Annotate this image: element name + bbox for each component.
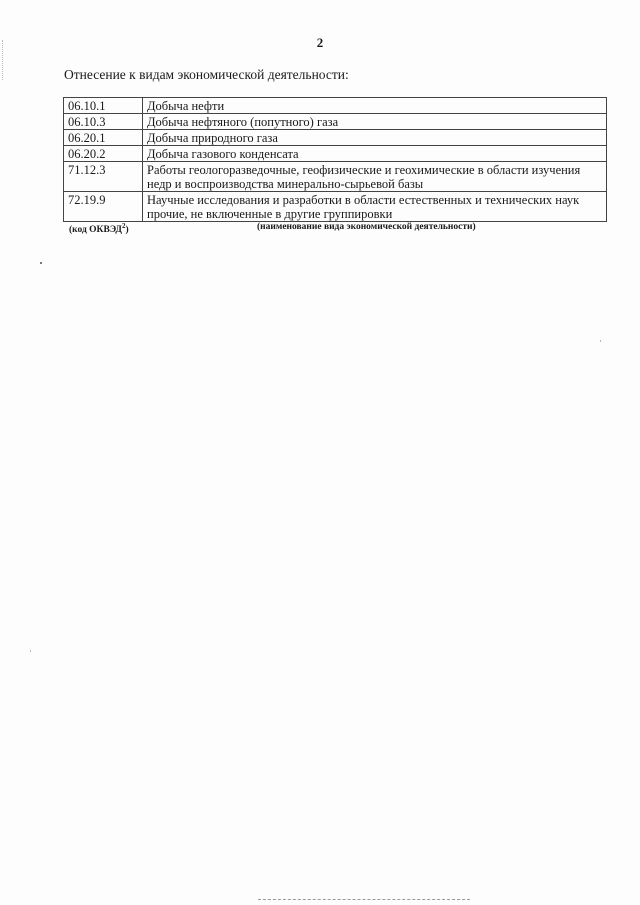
okved-table <box>63 97 607 222</box>
code-footnote-text: (код ОКВЭД <box>69 225 122 236</box>
okved-code: 06.20.2 <box>64 146 143 162</box>
activity-name: Добыча нефтяного (попутного) газа <box>143 114 607 130</box>
table-row <box>64 162 607 192</box>
okved-code: 71.12.3 <box>64 162 143 192</box>
activity-name: Работы геологоразведочные, геофизические и геохимические в области изучения недр и воспроизводства минерально-сырьевой базы <box>143 162 607 192</box>
activity-name: Добыча природного газа <box>143 130 607 146</box>
table-row <box>64 114 607 130</box>
table-row <box>64 130 607 146</box>
okved-code: 06.10.1 <box>64 98 143 114</box>
code-footnote-sup: 2 <box>121 222 126 230</box>
table-row <box>64 98 607 114</box>
okved-code: 06.10.3 <box>64 114 143 130</box>
section-heading: Отнесение к видам экономической деятельности: <box>64 67 349 82</box>
scan-bottom-line <box>258 899 470 900</box>
okved-code: 72.19.9 <box>64 192 143 222</box>
name-footnote: (наименование вида экономической деятельности) <box>257 222 476 232</box>
code-footnote <box>69 222 129 235</box>
scan-speck <box>40 262 42 264</box>
table-row <box>64 146 607 162</box>
code-footnote-close: ) <box>125 225 129 236</box>
okved-code: 06.20.1 <box>64 130 143 146</box>
activity-name: Добыча нефти <box>143 98 607 114</box>
activity-name: Научные исследования и разработки в области естественных и технических наук прочие, не включенные в другие группировки <box>143 192 607 222</box>
scan-speck <box>30 650 31 652</box>
activity-name: Добыча газового конденсата <box>143 146 607 162</box>
page-number: 2 <box>316 35 324 50</box>
table-row <box>64 192 607 222</box>
scan-speck <box>600 340 601 342</box>
